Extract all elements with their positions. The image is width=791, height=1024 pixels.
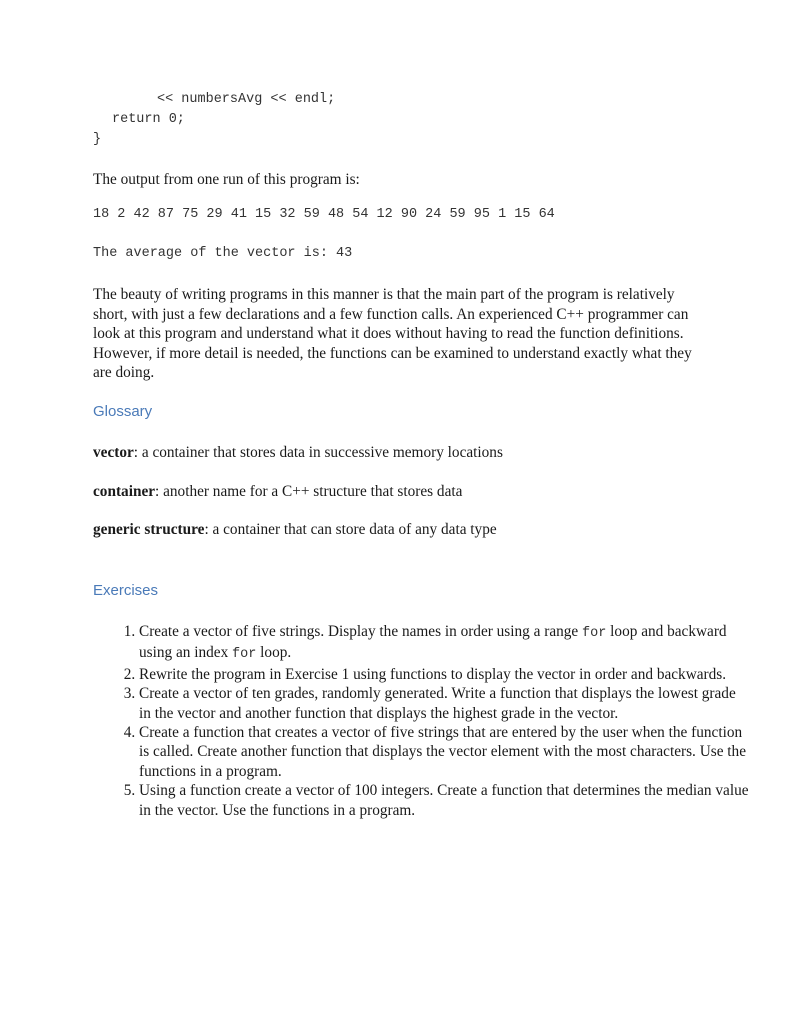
exercises-list	[93, 622, 749, 820]
glossary-term: generic structure	[93, 521, 205, 538]
output-intro: The output from one run of this program is:	[93, 171, 360, 188]
glossary-definition: : another name for a C++ structure that stores data	[155, 483, 463, 500]
exercise-item-2: 2. Rewrite the program in Exercise 1 using functions to display the vector in order and backwards.	[139, 665, 749, 684]
exercises-heading: Exercises	[93, 582, 159, 599]
inline-code-for: for	[582, 626, 607, 641]
glossary-term: vector	[93, 444, 134, 461]
code-line-closing-brace: }	[93, 132, 102, 147]
glossary-entry-generic-structure	[93, 521, 497, 539]
inline-code-for: for	[232, 647, 257, 663]
glossary-term: container	[93, 483, 156, 500]
glossary-heading: Glossary	[93, 403, 153, 420]
code-line-output-average: << numbersAvg << endl;	[157, 92, 336, 107]
glossary-entry-vector	[93, 444, 503, 462]
beauty-paragraph: The beauty of writing programs in this manner is that the main part of the program is relatively short, with just a few declarations and a few function calls. An experienced C++ programmer can look at this program and understand what it does without having to read the function definitions. However, if more detail is needed, the functions can be examined to understand exactly what they are doing.	[93, 286, 692, 381]
code-line-return: return 0;	[112, 112, 185, 127]
glossary-definition: : a container that can store data of any data type	[204, 521, 497, 538]
output-average: The average of the vector is: 43	[93, 246, 353, 261]
output-numbers: 18 2 42 87 75 29 41 15 32 59 48 54 12 90 24 59 95 1 15 64	[93, 207, 555, 222]
glossary-entry-container	[93, 483, 462, 501]
exercise-item-1: 1. Create a vector of five strings. Display the names in order using a range for loop and backward using an index for loop.	[139, 622, 749, 665]
exercise-item-3: 3. Create a vector of ten grades, randomly generated. Write a function that displays the lowest grade in the vector and another function that displays the highest grade in the vector.	[139, 684, 749, 723]
glossary-definition: : a container that stores data in successive memory locations	[133, 444, 503, 461]
exercise-item-5: 5. Using a function create a vector of 100 integers. Create a function that determines the median value in the vector. Use the functions in a program.	[139, 781, 749, 820]
exercise-item-4: 4. Create a function that creates a vector of five strings that are entered by the user when the function is called. Create another function that displays the vector element with the most characters. Use the functions in a program.	[139, 723, 749, 781]
